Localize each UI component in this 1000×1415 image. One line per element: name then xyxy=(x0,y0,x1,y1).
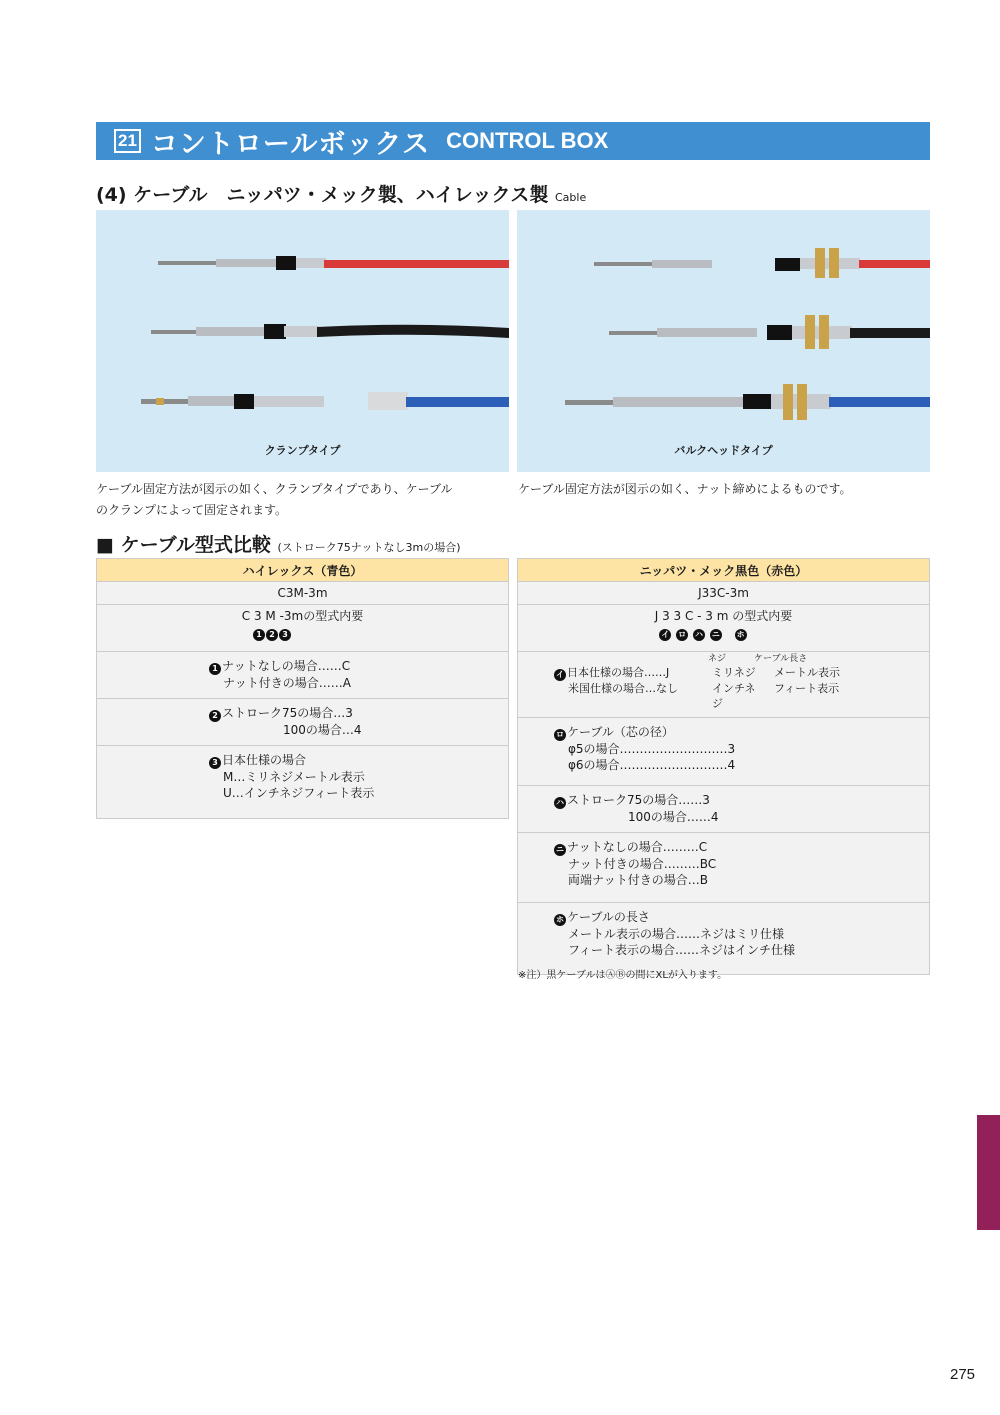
comparison-title: ■ ケーブル型式比較 xyxy=(96,534,271,556)
item-line: フィート表示の場合……ネジはインチ仕様 xyxy=(568,943,796,957)
hilex-header: ハイレックス（青色） xyxy=(97,559,509,582)
mark-badge: イ xyxy=(661,630,670,639)
mark-badge: 3 xyxy=(209,757,221,769)
bulkhead-type-caption: バルクヘッドタイプ xyxy=(674,444,773,457)
item-line: φ6の場合………………………4 xyxy=(568,758,736,772)
hilex-item-1 xyxy=(97,652,509,699)
nippatsu-breakdown-cell xyxy=(518,605,930,652)
nippatsu-item-3 xyxy=(518,786,930,833)
desc-line: のクランプによって固定されます。 xyxy=(96,503,288,517)
footnote: ※注）黒ケーブルはⒶⒷの間にXLが入ります。 xyxy=(518,970,728,981)
item-line: ミリネジ xyxy=(712,666,756,679)
page-subtitle xyxy=(96,180,586,207)
mark-badge: ホ xyxy=(556,915,564,924)
mark-badge: ハ xyxy=(695,630,703,639)
item-line: メートル表示の場合……ネジはミリ仕様 xyxy=(568,927,785,941)
clamp-description xyxy=(96,479,512,521)
mark-badge: イ xyxy=(556,670,564,679)
nippatsu-item-5 xyxy=(518,903,930,975)
item-line: インチネジ xyxy=(712,682,756,710)
nippatsu-breakdown: J 3 3 C - 3 m の型式内要 xyxy=(654,609,793,623)
item-line: M…ミリネジメートル表示 xyxy=(223,770,365,784)
item-line: ケーブルの長さ xyxy=(567,910,650,924)
item-line: ストローク75の場合…3 xyxy=(222,706,353,720)
nippatsu-model: J33C-3m xyxy=(518,582,930,605)
section-title-jp: コントロールボックス xyxy=(150,128,431,160)
item-line: 日本仕様の場合 xyxy=(222,753,307,767)
item-line: ケーブル（芯の径） xyxy=(567,725,674,739)
hilex-model: C3M-3m xyxy=(97,582,509,605)
mark-badge: 1 xyxy=(253,629,265,641)
side-index-tab xyxy=(977,1115,1000,1230)
comparison-heading xyxy=(96,530,461,557)
page-number: 275 xyxy=(950,1366,976,1383)
item-line: ナットなしの場合………C xyxy=(567,840,708,854)
section-title-en: CONTROL BOX xyxy=(446,128,609,153)
bulkhead-type-photo xyxy=(517,210,930,472)
bulkhead-description xyxy=(518,479,930,500)
hilex-table xyxy=(96,558,509,819)
mark-badge: 3 xyxy=(279,629,291,641)
mark-badge: 2 xyxy=(209,710,221,722)
item-line: 米国仕様の場合…なし xyxy=(568,682,678,695)
nippatsu-item-1 xyxy=(518,652,930,718)
nippatsu-item-4 xyxy=(518,833,930,903)
mark-badge: ニ xyxy=(711,630,720,639)
item-line: φ5の場合………………………3 xyxy=(568,742,736,756)
col-head-length: ケーブル長さ xyxy=(754,654,808,664)
mark-badge: ロ xyxy=(556,730,564,739)
mark-badge: ニ xyxy=(556,845,564,854)
desc-line: ケーブル固定方法が図示の如く、クランプタイプであり、ケーブル xyxy=(96,482,453,496)
mark-badge: ロ xyxy=(678,630,687,639)
nippatsu-header: ニッパツ・メック黒色（赤色） xyxy=(518,559,930,582)
item-line: 両端ナット付きの場合…B xyxy=(568,873,708,887)
item-line: ナット付きの場合……A xyxy=(223,676,351,690)
clamp-type-photo xyxy=(96,210,509,472)
item-line: 日本仕様の場合……J xyxy=(567,666,670,679)
item-line: 100の場合……4 xyxy=(628,810,719,824)
item-line: U…インチネジフィート表示 xyxy=(223,786,375,800)
item-line: ナットなしの場合……C xyxy=(222,659,351,673)
mark-badge: ホ xyxy=(736,630,745,639)
mark-badge: 1 xyxy=(209,663,221,675)
item-line: ストローク75の場合……3 xyxy=(567,793,710,807)
item-line: フィート表示 xyxy=(774,682,840,695)
hilex-item-2 xyxy=(97,699,509,746)
mark-badge: 2 xyxy=(266,629,278,641)
item-line: 100の場合…4 xyxy=(283,723,362,737)
section-number: 21 xyxy=(114,129,141,153)
hilex-breakdown: C 3 M -3mの型式内要 xyxy=(241,609,364,623)
col-head-thread: ネジ xyxy=(708,654,727,664)
nippatsu-table xyxy=(517,558,930,975)
section-banner xyxy=(96,122,930,160)
nippatsu-item-2 xyxy=(518,718,930,786)
subtitle-text: (4) ケーブル ニッパツ・メック製、ハイレックス製 xyxy=(96,184,549,206)
mark-badge: ハ xyxy=(556,798,564,807)
desc-line: ケーブル固定方法が図示の如く、ナット締めによるものです。 xyxy=(518,482,852,496)
hilex-item-3 xyxy=(97,746,509,819)
item-line: メートル表示 xyxy=(774,666,840,679)
comparison-condition: (ストローク75ナットなし3mの場合) xyxy=(277,541,461,554)
clamp-type-caption: クランプタイプ xyxy=(264,444,341,457)
hilex-breakdown-cell xyxy=(97,605,509,652)
subtitle-small: Cable xyxy=(554,191,587,204)
clamp-cable-illustration xyxy=(96,210,509,472)
item-line: ナット付きの場合………BC xyxy=(568,857,717,871)
bulkhead-cable-illustration xyxy=(517,210,930,472)
